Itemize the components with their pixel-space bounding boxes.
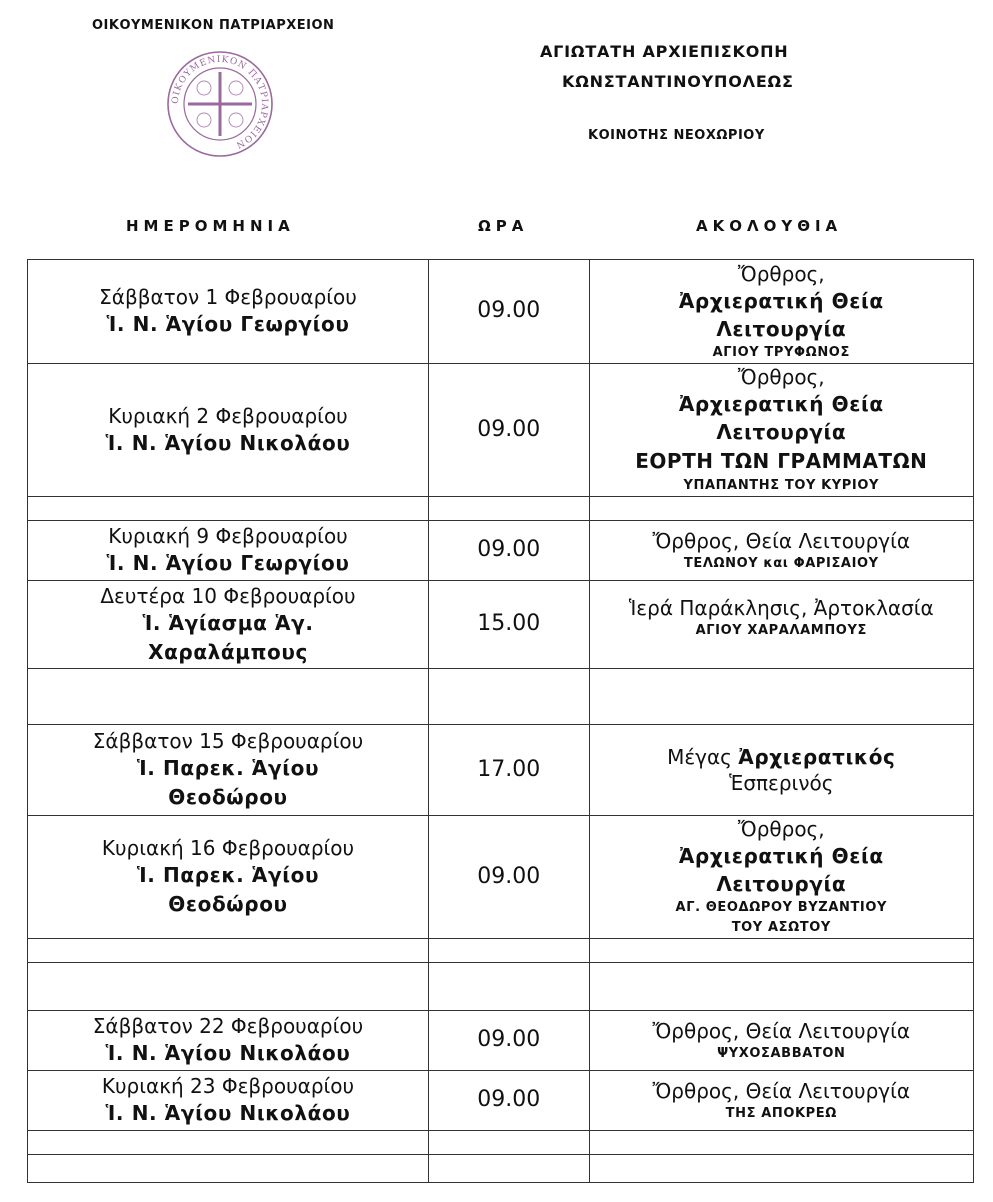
schedule-table <box>27 259 974 1183</box>
date-cell <box>28 1011 429 1071</box>
service-cell <box>589 725 973 816</box>
service-line: Μέγας <box>667 745 739 769</box>
church-name: Ἱ. Ν. Ἁγίου Γεωργίου <box>106 551 350 575</box>
service-note: ΤΗΣ ΑΠΟΚΡΕΩ <box>725 1105 837 1121</box>
column-header-service: ΑΚΟΛΟΥΘΙΑ <box>696 217 843 235</box>
service-line: Λειτουργία <box>716 316 847 341</box>
church-name: Θεοδώρου <box>168 892 288 916</box>
empty-row <box>28 939 974 963</box>
service-time: 09.00 <box>477 416 541 442</box>
seal-text: ΟΙΚΟΥΜΕΝΙΚΟΝ ΠΑΤΡΙΑΡΧΕΙΟΝ <box>170 54 270 150</box>
service-note: ΤΕΛΩΝΟΥ και ΦΑΡΙΣΑΙΟΥ <box>683 555 879 571</box>
service-line: Λειτουργία <box>716 420 847 444</box>
patriarchate-title: ΟΙΚΟΥΜΕΝΙΚΟΝ ΠΑΤΡΙΑΡΧΕΙΟΝ <box>92 18 335 33</box>
date-cell <box>28 725 429 816</box>
service-line: Ἑσπερινός <box>729 771 834 795</box>
service-line: Ἀρχιερατική Θεία <box>678 844 884 868</box>
date-cell <box>28 581 429 669</box>
table-row <box>28 260 974 364</box>
table-row <box>28 364 974 497</box>
church-name: Ἱ. Ν. Ἁγίου Νικολάου <box>105 1041 351 1065</box>
date-cell <box>28 260 429 364</box>
service-note: ΑΓΙΟΥ ΧΑΡΑΛΑΜΠΟΥΣ <box>695 623 867 638</box>
service-line: Ὄρθρος, Θεία Λειτουργία <box>652 528 911 553</box>
feast-title: ΕΟΡΤΗ ΤΩΝ ΓΡΑΜΜΑΤΩΝ <box>635 449 928 473</box>
service-time: 09.00 <box>477 537 541 562</box>
service-note: ΥΠΑΠΑΝΤΗΣ ΤΟΥ ΚΥΡΙΟΥ <box>683 478 880 493</box>
community-name: ΚΟΙΝΟΤΗΣ ΝΕΟΧΩΡΙΟΥ <box>588 128 765 143</box>
table-row <box>28 581 974 669</box>
service-line: Ὄρθρος, Θεία Λειτουργία <box>652 1078 911 1103</box>
patriarchate-seal <box>166 50 274 158</box>
service-date: Σάββατον 22 Φεβρουαρίου <box>92 1014 364 1038</box>
time-cell <box>428 725 589 816</box>
date-cell <box>28 1071 429 1131</box>
service-note: ΤΟΥ ΑΣΩΤΟΥ <box>731 920 831 935</box>
empty-row <box>28 1155 974 1183</box>
service-date: Κυριακή 16 Φεβρουαρίου <box>101 836 355 860</box>
time-cell <box>428 581 589 669</box>
service-cell <box>589 581 973 669</box>
service-line: Ὄρθρος, <box>737 261 825 286</box>
table-row <box>28 816 974 939</box>
time-cell <box>428 260 589 364</box>
service-note: ΨΥΧΟΣΑΒΒΑΤΟΝ <box>717 1045 846 1061</box>
date-cell <box>28 816 429 939</box>
date-cell <box>28 364 429 497</box>
column-header-date: ΗΜΕΡΟΜΗΝΙΑ <box>126 217 295 235</box>
archdiocese-line-1: ΑΓΙΩΤΑΤΗ ΑΡΧΙΕΠΙΣΚΟΠΗ <box>540 42 789 61</box>
archdiocese-line-2: ΚΩΝΣΤΑΝΤΙΝΟΥΠΟΛΕΩΣ <box>562 72 794 91</box>
time-cell <box>428 816 589 939</box>
service-line: Λειτουργία <box>716 872 847 896</box>
empty-row <box>28 669 974 725</box>
service-time: 09.00 <box>477 298 541 323</box>
empty-row <box>28 1131 974 1155</box>
service-date: Σάββατον 1 Φεβρουαρίου <box>99 285 357 309</box>
time-cell <box>428 364 589 497</box>
column-header-time: ΩΡΑ <box>478 217 529 235</box>
table-row <box>28 1011 974 1071</box>
service-date: Δευτέρα 10 Φεβρουαρίου <box>100 583 356 608</box>
service-time: 09.00 <box>477 863 541 889</box>
service-line: Ὄρθρος, Θεία Λειτουργία <box>652 1018 911 1043</box>
service-date: Κυριακή 9 Φεβρουαρίου <box>108 524 348 548</box>
church-name: Ἱ. Ν. Ἁγίου Νικολάου <box>105 430 351 455</box>
time-cell <box>428 521 589 581</box>
church-name: Ἱ. Ν. Ἁγίου Γεωργίου <box>106 312 350 336</box>
service-line: Ἀρχιερατική Θεία <box>678 288 884 313</box>
church-name: Χαραλάμπους <box>148 639 308 664</box>
service-cell <box>589 1071 973 1131</box>
service-line: Ἱερά Παράκλησις, Ἀρτοκλασία <box>628 596 934 620</box>
church-name: Θεοδώρου <box>168 785 288 809</box>
service-date: Σάββατον 15 Φεβρουαρίου <box>92 729 364 753</box>
service-line: Ἀρχιερατική Θεία <box>678 392 884 416</box>
service-time: 09.00 <box>477 1087 541 1112</box>
table-row <box>28 725 974 816</box>
service-cell <box>589 1011 973 1071</box>
service-line: Ὄρθρος, <box>737 817 825 841</box>
church-name: Ἱ. Παρεκ. Ἁγίου <box>136 756 320 780</box>
church-name: Ἱ. Παρεκ. Ἁγίου <box>136 863 320 887</box>
service-line: Ὄρθρος, <box>737 365 825 389</box>
church-name: Ἱ. Ἁγίασμα Ἁγ. <box>142 610 314 635</box>
service-line-bold: Ἀρχιερατικός <box>738 745 896 769</box>
service-date: Κυριακή 2 Φεβρουαρίου <box>108 403 348 428</box>
church-name: Ἱ. Ν. Ἁγίου Νικολάου <box>105 1101 351 1125</box>
service-cell <box>589 364 973 497</box>
time-cell <box>428 1011 589 1071</box>
service-cell <box>589 260 973 364</box>
service-cell <box>589 521 973 581</box>
service-time: 17.00 <box>477 756 541 782</box>
service-time: 09.00 <box>477 1027 541 1052</box>
service-time: 15.00 <box>477 611 541 636</box>
service-note: ΑΓ. ΘΕΟΔΩΡΟΥ ΒΥΖΑΝΤΙΟΥ <box>675 900 888 915</box>
table-row <box>28 1071 974 1131</box>
time-cell <box>428 1071 589 1131</box>
service-cell <box>589 816 973 939</box>
table-row <box>28 521 974 581</box>
date-cell <box>28 521 429 581</box>
empty-row <box>28 497 974 521</box>
empty-row <box>28 963 974 1011</box>
service-note: ΑΓΙΟΥ ΤΡΥΦΩΝΟΣ <box>712 344 850 360</box>
service-date: Κυριακή 23 Φεβρουαρίου <box>101 1074 355 1098</box>
